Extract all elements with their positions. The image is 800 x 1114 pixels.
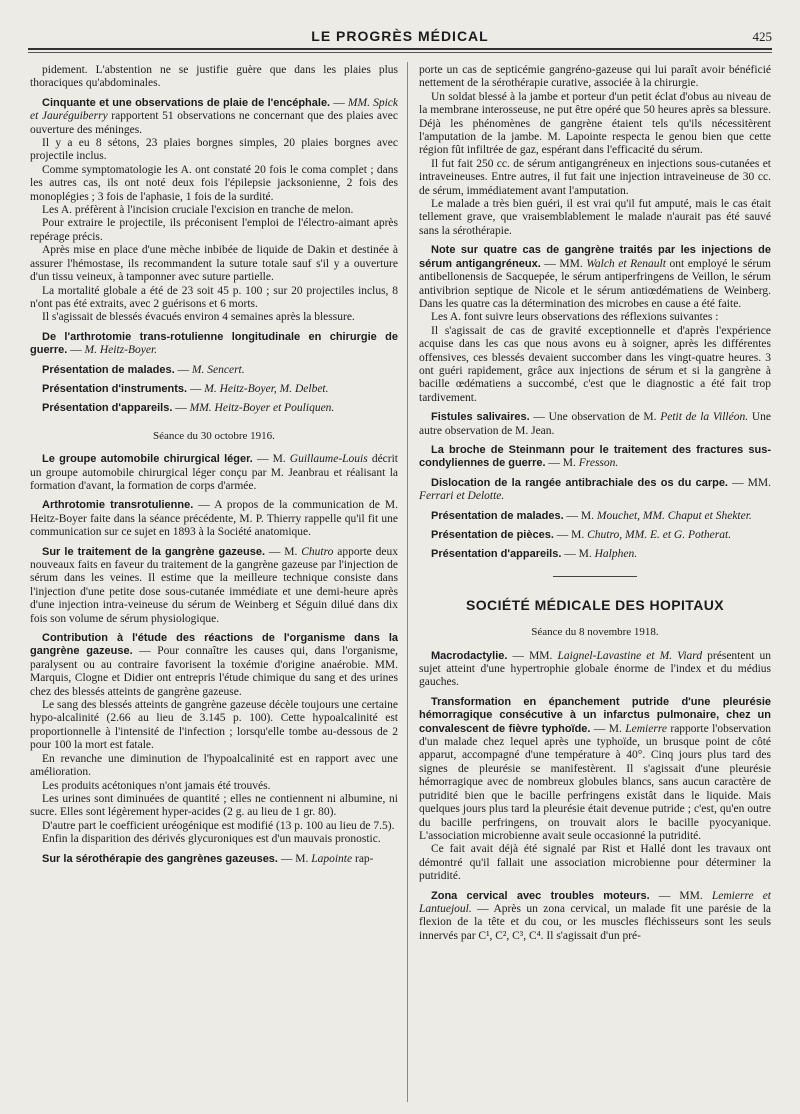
entry-title: Présentation de malades.: [431, 509, 564, 522]
page-number: 425: [752, 29, 772, 44]
entry-title: Cinquante et une observations de plaie de l'encéphale.: [42, 96, 331, 109]
entry-paragraph: [419, 890, 771, 944]
section-separator: [553, 576, 637, 577]
entry-authors: M. Sencert.: [191, 363, 245, 376]
entry-paragraph: [30, 402, 398, 415]
entry-title: Zona cervical avec troubles moteurs.: [431, 889, 650, 902]
entry-paragraph: [30, 97, 398, 137]
body-paragraph: Pour extraire le projectile, ils préconisent l'emploi de l'électro-aimant après repérage précis.: [30, 217, 398, 243]
body-paragraph: Comme symptomatologie les A. ont constaté 20 fois le coma complet ; dans les autres cas, ils ont noté deux fois l'épilepsie jacksonienne, 2 fois des monoplégies ; 3 fois de l'aphasie, 1 fois de la surdité.: [30, 163, 398, 203]
entry-text: Pour connaître les causes qui, dans l'organisme, paralysent ou au contraire favorisent la toxémie d'origine anaérobie. MM. Marquis, Clogne et Didier ont entrepris l'étude chimique du sang et des urines chez des blessés atteints de gangrène gazeuse.: [30, 645, 398, 698]
body-paragraph: La mortalité globale a été de 23 soit 45 p. 100 ; sur 20 projectiles inclus, 8 n'ont pas été extraits, avec 2 guérisons et 6 morts.: [30, 284, 398, 310]
entry-paragraph: [30, 632, 398, 699]
entry-separator: — M.: [277, 852, 312, 865]
entry-paragraph: [30, 383, 398, 396]
entry-authors: Chutro, MM. E. et G. Potherat.: [587, 529, 732, 541]
entry-authors: Lemierre et Lantuejoul.: [419, 889, 771, 915]
body-paragraph: Le malade a très bien guéri, il est vrai qu'il fut amputé, mais le cas était tellement grave, que vraisemblablement le malade n'aurait pas été sauvé sans la sérothérapie.: [419, 198, 771, 237]
entry-paragraph: [419, 696, 771, 843]
entry-authors: Guillaume-Louis: [289, 453, 368, 466]
entry-separator: — M.: [563, 509, 597, 522]
entry-separator: —: [193, 499, 215, 512]
right-column: [419, 64, 771, 943]
entry-text: rapporte l'observation d'un malade chez lequel après une typhoïde, un brusque point de côté apparut, accompagné d'une température à 40°. Cinq jours plus tard des signes de pleurésie se manifestèrent. Il s'agissait d'une pleurésie hémorragique avec de nombreux globules blancs, sans aucun caractère de putridité bien que le bacille perfringens existât dans le liquide. Mais quelques jours plus tard la pleurésie était devenue putride ; c'est, qu'en outre du bacille perfringens, on trouvait alors le bacille pyocyanique. L'association microbienne avait seule occasionné la putridité.: [419, 722, 771, 842]
entry-separator: —: [67, 344, 85, 357]
entry-title: Présentation de malades.: [42, 363, 175, 376]
header-rule: [28, 48, 772, 50]
entry-title: De l'arthrotomie trans-rotulienne longitudinale en chirurgie de guerre.: [30, 330, 398, 357]
entry-title: Le groupe automobile chirurgical léger.: [42, 453, 253, 466]
body-paragraph: Le sang des blessés atteints de gangrène gazeuse décèle toujours une certaine hypo-alcalinité (2.66 au lieu de 3.145 p. 100). Cette hypoalcalinité est proportionnelle à l'intensité de l'infection ; lorsqu'elle tombe au-dessous de 2 pour 100 la mort est fatale.: [30, 699, 398, 752]
entry-authors: Mouchet, MM. Chaput et Shekter.: [596, 509, 752, 522]
entry-title: Sur le traitement de la gangrène gazeuse.: [42, 545, 266, 558]
entry-text: présentent un sujet atteint d'une hypertrophie globale énorme de l'index et du médius gauches.: [419, 649, 771, 689]
body-paragraph: pidement. L'abstention ne se justifie guère que dans les plaies plus thoraciques qu'abdominales.: [30, 64, 398, 90]
entry-authors: Fresson.: [578, 457, 619, 470]
entry-authors: Petit de la Villéon.: [660, 411, 749, 424]
entry-paragraph: [419, 510, 771, 523]
entry-paragraph: [419, 650, 771, 690]
entry-paragraph: [30, 453, 398, 493]
entry-title: Présentation d'appareils.: [431, 548, 562, 561]
entry-title: Présentation d'appareils.: [42, 402, 173, 415]
entry-authors: MM. Spick et Jauréguiberry: [30, 96, 399, 123]
entry-separator: — M.: [553, 529, 588, 541]
entry-paragraph: [30, 331, 398, 358]
entry-paragraph: [30, 364, 398, 377]
entry-text: Une autre observation de M. Jean.: [419, 411, 771, 437]
entry-paragraph: [419, 444, 771, 471]
entry-separator: —: [187, 382, 205, 395]
entry-authors: Walch et Renault: [586, 257, 666, 270]
body-paragraph: Les A. préfèrent à l'incision cruciale l'excision en tranche de melon.: [42, 204, 354, 217]
body-paragraph: Après mise en place d'une mèche inbibée de liquide de Dakin et destinée à assurer l'hémostase, ils recommandent la suture totale sauf s'il y a ouverture d'un tissu veineux, à tamponner avec suture partielle.: [30, 244, 398, 284]
session-date: Séance du 8 novembre 1918.: [531, 626, 659, 639]
entry-paragraph: [419, 548, 771, 561]
column-divider: [407, 62, 408, 1102]
entry-separator: — M.: [265, 545, 302, 558]
entry-text: A propos de la communication de M. Heitz-Boyer faite dans la séance précédente, M. P. Thierry rappelle qu'il fit une communication sur ce sujet en 1893 à la Société anatomique.: [30, 499, 398, 539]
entry-authors: Chutro: [301, 545, 334, 558]
entry-paragraph: [419, 529, 771, 542]
body-paragraph: porte un cas de septicémie gangréno-gazeuse qui lui paraît avoir bénéficié nettement de la sérothérapie curative, associée à la chirurgie.: [419, 64, 771, 90]
entry-separator: — MM.: [507, 649, 558, 662]
entry-title: Contribution à l'étude des réactions de l'organisme dans la gangrène gazeuse.: [30, 632, 398, 658]
body-paragraph: Il y a eu 8 sétons, 23 plaies borgnes simples, 20 plaies borgnes avec projectile inclus.: [30, 137, 398, 163]
body-paragraph: Un soldat blessé à la jambe et porteur d'un petit éclat d'obus au niveau de la membrane interosseuse, ne put être opéré que 50 heures après sa blessure. Déjà les phénomènes de gangrène étaient tels qu'ils nécessitèrent l'amputation de la jambe. M. Lapointe respecta le genou bien que cette région fût infiltrée de gaz, espérant dans l'efficacité du sérum.: [419, 90, 771, 157]
entry-title: Arthrotomie transrotulienne.: [42, 499, 194, 512]
header-rule-thin: [28, 52, 772, 53]
entry-authors: Lapointe: [311, 852, 353, 865]
body-paragraph: D'autre part le coefficient uréogénique est modifié (13 p. 100 au lieu de 7.5).: [42, 819, 395, 832]
entry-title: Macrodactylie.: [431, 649, 508, 662]
entry-text: ont employé le sérum antibellonensis de Sacquepée, le sérum antiperfringens de Veillon, le sérum antivibrion septique de Nicole et le sérum antiœdématiens de Weinberg. Dans les quatre cas la détermination des microbes en cause a été faite.: [419, 257, 771, 310]
entry-title: Fistules salivaires.: [431, 411, 530, 424]
entry-separator: —: [132, 645, 158, 658]
body-paragraph: Il s'agissait de blessés évacués environ 4 semaines après la blessure.: [42, 311, 355, 324]
entry-text: rapportent 51 observations ne concernant que des plaies avec ouverture des méninges.: [30, 110, 398, 136]
entry-title: La broche de Steinmann pour le traitement des fractures sus-condyliennes de guerre.: [419, 443, 771, 470]
entry-separator: — MM.: [540, 257, 587, 270]
entry-title: Transformation en épanchement putride d'une pleurésie hémorragique consécutive à un infarctus pulmonaire, chez un convalescent de fièvre typhoïde.: [419, 695, 771, 735]
body-paragraph: Enfin la disparition des dérivés glycuroniques est d'un mauvais pronostic.: [42, 833, 381, 846]
entry-paragraph: [419, 244, 771, 311]
journal-title: LE PROGRÈS MÉDICAL: [311, 28, 489, 44]
entry-separator: — M.: [545, 457, 579, 470]
entry-text: décrit un groupe automobile chirurgical léger conçu par M. Jeanbrau et réalisant la formation d'avant, la formation de corps d'armée.: [30, 453, 398, 492]
entry-authors: Halphen.: [594, 548, 638, 561]
session-date: Séance du 30 octobre 1916.: [153, 429, 275, 442]
section-title: SOCIÉTÉ MÉDICALE DES HOPITAUX: [466, 596, 724, 613]
entry-text: rap-: [352, 852, 374, 865]
entry-separator: —: [172, 402, 190, 415]
entry-title: Présentation d'instruments.: [42, 382, 188, 395]
entry-separator: — Une observation de M.: [529, 411, 661, 424]
entry-authors: Ferrari et Delotte.: [419, 490, 505, 503]
entry-title: Sur la sérothérapie des gangrènes gazeuses.: [42, 852, 278, 865]
entry-separator: —: [174, 363, 192, 376]
body-paragraph: Il s'agissait de cas de gravité exceptionnelle et d'après l'expérience acquise dans les cas que nous avons eu à soigner, après les différentes offensives, ces blessés devaient succomber dans les vingt-quatre heures. 3 ont guéri rapidement, grâce aux injections de sérum et si la gangrène à bacille œdématiens a succombé, c'est que le diagnostic a été fait trop tardivement.: [419, 324, 771, 404]
entry-paragraph: [419, 411, 771, 438]
entry-authors: Laignel-Lavastine et M. Viard: [557, 649, 703, 662]
body-paragraph: En revanche une diminution de l'hypoalcalinité est en rapport avec une amélioration.: [30, 752, 398, 779]
entry-authors: Lemierre: [625, 722, 667, 735]
entry-paragraph: [419, 477, 771, 504]
entry-separator: — M.: [590, 722, 626, 735]
entry-text: apporte deux nouveaux faits en faveur du traitement de la gangrène gazeuse par l'injection de sérum dans les veines. Il estime que la meilleure technique consiste dans l'injection d'une petite dose sous-cutanée immédiate et une demi-heure après d'une injection intra-veineuse du sérum de Weinberg et Séguin dilué dans dix fois son volume de sérum physiologique.: [30, 545, 399, 625]
running-header: [28, 26, 772, 48]
entry-title: Présentation de pièces.: [431, 529, 554, 541]
entry-authors: M. Heitz-Boyer.: [84, 344, 158, 357]
entry-paragraph: [30, 853, 398, 866]
entry-separator: — MM.: [649, 889, 712, 902]
entry-separator: — M.: [252, 453, 290, 466]
entry-authors: M. Heitz-Boyer, M. Delbet.: [204, 382, 329, 395]
left-column: [30, 64, 398, 866]
entry-paragraph: [30, 499, 398, 539]
entry-title: Dislocation de la rangée antibrachiale des os du carpe.: [431, 476, 728, 489]
entry-separator: — M.: [561, 548, 595, 561]
body-paragraph: Les produits acétoniques n'ont jamais été trouvés.: [42, 779, 271, 792]
entry-authors: MM. Heitz-Boyer et Pouliquen.: [189, 402, 335, 415]
body-paragraph: Les urines sont diminuées de quantité ; elles ne contiennent ni albumine, ni sucre. Elles sont légèrement hyper-acides (2 g. au lieu de 1 gr. 80).: [30, 792, 398, 819]
body-paragraph: Il fut fait 250 cc. de sérum antigangréneux en injections sous-cutanées et intraveineuses. Entre autres, il fut fait une injection intraveineuse de 30 cc. de sérum, immédiatement avant l'amputation.: [419, 157, 771, 197]
entry-title: Note sur quatre cas de gangrène traités par les injections de sérum antigangréneux.: [419, 244, 771, 270]
entry-text: — Après un zona cervical, un malade fit une parésie de la flexion de la tête et du cou, or les muscles fléchisseurs sont les seuls innervés par C¹, C², C³, C⁴. Il s'agissait d'un pré-: [419, 902, 771, 942]
body-paragraph: Ce fait avait déjà été signalé par Rist et Hallé dont les travaux ont démontré qu'il fallait une association microbienne pour déterminer la putridité.: [419, 843, 771, 883]
entry-separator: —: [330, 96, 348, 109]
body-paragraph: Les A. font suivre leurs observations des réflexions suivantes :: [431, 311, 719, 324]
entry-paragraph: [30, 546, 398, 626]
entry-separator: — MM.: [728, 476, 771, 489]
